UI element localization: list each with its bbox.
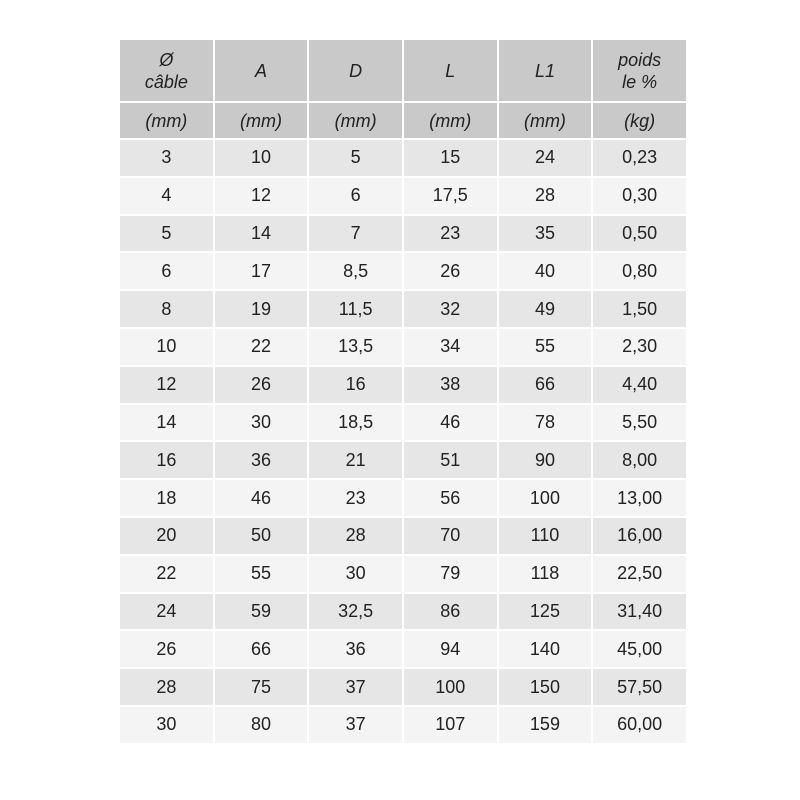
cell-l1: 125 [499,594,592,630]
header-label-line2: câble [144,71,188,92]
cell-l1: 24 [499,140,592,176]
cell-weight: 0,80 [593,253,686,289]
cell-cable-diameter: 4 [120,178,213,214]
dimensions-table [118,38,688,745]
cell-weight: 0,50 [593,216,686,252]
cell-l1: 90 [499,442,592,478]
cell-l1: 28 [499,178,592,214]
cell-a: 80 [215,707,308,743]
cell-weight: 31,40 [593,594,686,630]
table-row [120,291,686,327]
cell-cable-diameter: 20 [120,518,213,554]
table-row [120,405,686,441]
cell-l1: 49 [499,291,592,327]
cell-cable-diameter: 5 [120,216,213,252]
header-cable-diameter [120,40,213,101]
unit-cable-diameter: (mm) [120,103,213,138]
header-label-line1: Ø [159,49,174,70]
cell-l1: 55 [499,329,592,365]
table-row [120,253,686,289]
cell-a: 19 [215,291,308,327]
cell-d: 11,5 [309,291,402,327]
header-weight [593,40,686,101]
unit-l1: (mm) [499,103,592,138]
cell-l1: 118 [499,556,592,592]
cell-d: 37 [309,707,402,743]
cell-l: 56 [404,480,497,516]
cell-weight: 57,50 [593,669,686,705]
cell-l1: 159 [499,707,592,743]
cell-cable-diameter: 12 [120,367,213,403]
cell-a: 36 [215,442,308,478]
cell-l1: 78 [499,405,592,441]
cell-cable-diameter: 10 [120,329,213,365]
table-row [120,669,686,705]
table-row [120,367,686,403]
cell-d: 7 [309,216,402,252]
cell-cable-diameter: 26 [120,631,213,667]
cell-a: 66 [215,631,308,667]
cell-d: 8,5 [309,253,402,289]
cell-l: 107 [404,707,497,743]
cell-weight: 2,30 [593,329,686,365]
cell-weight: 45,00 [593,631,686,667]
unit-weight: (kg) [593,103,686,138]
cell-l: 23 [404,216,497,252]
cell-d: 37 [309,669,402,705]
cell-cable-diameter: 6 [120,253,213,289]
cell-weight: 5,50 [593,405,686,441]
header-l [404,40,497,101]
cell-l: 32 [404,291,497,327]
cell-d: 28 [309,518,402,554]
cell-weight: 0,23 [593,140,686,176]
cell-d: 13,5 [309,329,402,365]
table-body [120,140,686,743]
cell-a: 59 [215,594,308,630]
table-row [120,480,686,516]
cell-l: 70 [404,518,497,554]
cell-cable-diameter: 16 [120,442,213,478]
table-row [120,216,686,252]
cell-weight: 16,00 [593,518,686,554]
cell-d: 36 [309,631,402,667]
header-label-line1: D [349,60,363,81]
cell-cable-diameter: 14 [120,405,213,441]
cell-cable-diameter: 24 [120,594,213,630]
cell-d: 18,5 [309,405,402,441]
cell-l1: 40 [499,253,592,289]
cell-l: 51 [404,442,497,478]
cell-l1: 35 [499,216,592,252]
cell-d: 30 [309,556,402,592]
cell-l: 46 [404,405,497,441]
header-l1 [499,40,592,101]
cell-a: 46 [215,480,308,516]
cell-l: 15 [404,140,497,176]
cell-a: 30 [215,405,308,441]
cell-cable-diameter: 22 [120,556,213,592]
cell-weight: 13,00 [593,480,686,516]
cell-a: 10 [215,140,308,176]
header-row-labels [120,40,686,101]
header-label-line1: A [254,60,267,81]
cell-l: 34 [404,329,497,365]
cell-cable-diameter: 18 [120,480,213,516]
table-row [120,518,686,554]
cell-weight: 4,40 [593,367,686,403]
table-row [120,140,686,176]
table-row [120,707,686,743]
cell-weight: 8,00 [593,442,686,478]
cell-weight: 1,50 [593,291,686,327]
cell-l: 17,5 [404,178,497,214]
cell-a: 17 [215,253,308,289]
table-header [120,40,686,138]
unit-a: (mm) [215,103,308,138]
cell-d: 23 [309,480,402,516]
cell-d: 21 [309,442,402,478]
cell-l1: 150 [499,669,592,705]
cell-a: 75 [215,669,308,705]
cell-a: 55 [215,556,308,592]
cell-l: 94 [404,631,497,667]
cell-a: 12 [215,178,308,214]
header-label-line1: poids [618,49,662,70]
cell-cable-diameter: 30 [120,707,213,743]
cell-l: 86 [404,594,497,630]
cell-cable-diameter: 8 [120,291,213,327]
cell-d: 6 [309,178,402,214]
table-row [120,178,686,214]
header-label-line2: le % [622,71,658,92]
header-label-line1: L1 [534,60,555,81]
header-row-units [120,103,686,138]
table-row [120,594,686,630]
cell-l1: 100 [499,480,592,516]
cell-l: 26 [404,253,497,289]
cell-weight: 22,50 [593,556,686,592]
table-row [120,556,686,592]
table-row [120,631,686,667]
table-row [120,442,686,478]
header-d [309,40,402,101]
cell-l1: 110 [499,518,592,554]
table-row [120,329,686,365]
cell-weight: 60,00 [593,707,686,743]
unit-l: (mm) [404,103,497,138]
cell-weight: 0,30 [593,178,686,214]
header-a [215,40,308,101]
unit-d: (mm) [309,103,402,138]
cell-d: 16 [309,367,402,403]
cell-l: 100 [404,669,497,705]
cell-l1: 140 [499,631,592,667]
cell-a: 14 [215,216,308,252]
cell-a: 22 [215,329,308,365]
cell-l: 38 [404,367,497,403]
cell-a: 26 [215,367,308,403]
cell-cable-diameter: 28 [120,669,213,705]
cell-l1: 66 [499,367,592,403]
cell-d: 32,5 [309,594,402,630]
cell-a: 50 [215,518,308,554]
cell-cable-diameter: 3 [120,140,213,176]
cell-d: 5 [309,140,402,176]
header-label-line1: L [445,60,456,81]
cell-l: 79 [404,556,497,592]
